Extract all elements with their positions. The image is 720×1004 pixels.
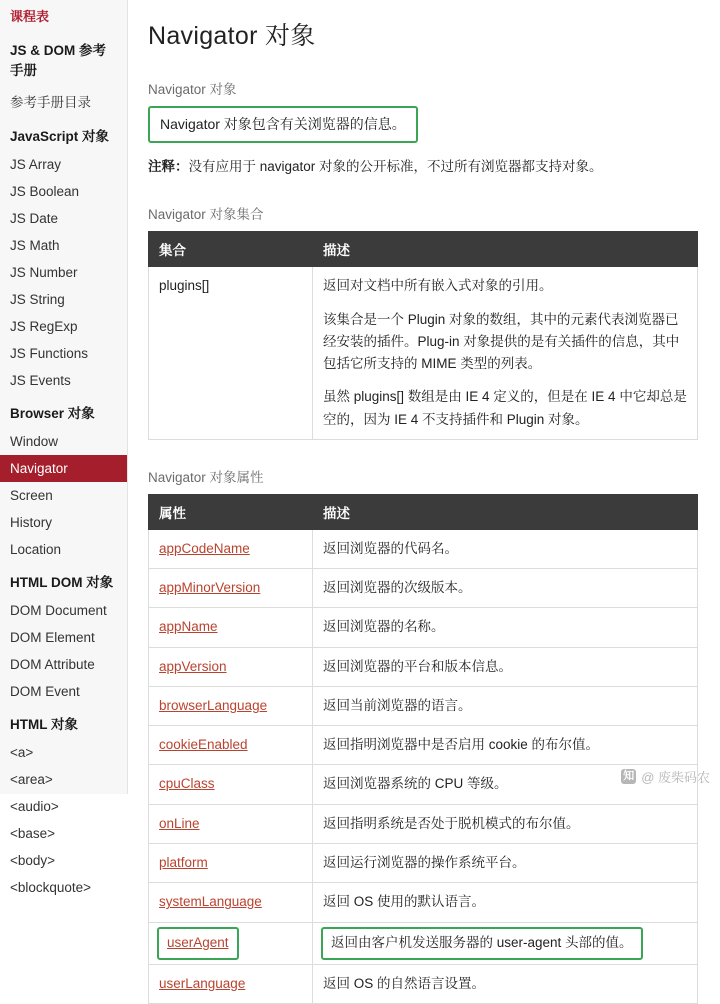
sidebar-item[interactable]: Location xyxy=(10,542,62,557)
property-desc-cell xyxy=(313,726,698,765)
sidebar-item[interactable]: <base> xyxy=(10,826,56,841)
collections-header-name: 集合 xyxy=(149,232,313,267)
watermark xyxy=(621,767,710,786)
property-name-cell xyxy=(149,964,313,1003)
sidebar-item[interactable]: JS Math xyxy=(10,238,60,253)
property-name-cell xyxy=(149,883,313,922)
property-name-cell xyxy=(149,843,313,882)
property-desc-text: 返回 OS 使用的默认语言。 xyxy=(323,894,486,910)
table-row xyxy=(149,686,698,725)
sidebar-item[interactable]: JS String xyxy=(10,292,65,307)
property-name-cell xyxy=(149,765,313,804)
table-row xyxy=(149,647,698,686)
table-row xyxy=(149,608,698,647)
property-desc-text: 返回浏览器系统的 CPU 等级。 xyxy=(323,776,508,792)
properties-header-name: 属性 xyxy=(149,494,313,529)
collection-name-cell: plugins[] xyxy=(149,267,313,440)
table-row xyxy=(149,804,698,843)
property-desc-cell xyxy=(313,686,698,725)
properties-table xyxy=(148,494,698,1004)
sidebar-item[interactable]: JS Functions xyxy=(10,346,89,361)
zhihu-logo-icon: 知 xyxy=(623,770,635,782)
property-desc-text: 返回指明系统是否处于脱机模式的布尔值。 xyxy=(323,815,580,831)
property-desc-cell xyxy=(313,647,698,686)
sidebar-item[interactable]: <blockquote> xyxy=(10,880,92,895)
table-row xyxy=(149,843,698,882)
table-row xyxy=(149,964,698,1003)
sidebar-item[interactable]: History xyxy=(10,515,53,530)
property-link[interactable]: userLanguage xyxy=(159,975,246,991)
property-desc-text: 返回由客户机发送服务器的 user-agent 头部的值。 xyxy=(321,927,643,960)
collections-header-desc: 描述 xyxy=(313,232,698,267)
sidebar-group-label: JavaScript 对象 xyxy=(10,129,110,144)
property-desc-cell xyxy=(313,804,698,843)
property-link[interactable]: appName xyxy=(159,619,218,635)
table-header-row xyxy=(149,494,698,529)
sidebar-item[interactable]: JS Number xyxy=(10,265,78,280)
table-header-row xyxy=(149,232,698,267)
property-link[interactable]: cookieEnabled xyxy=(159,737,248,753)
property-desc-cell xyxy=(313,922,698,964)
sidebar-header: 课程表 xyxy=(10,9,50,24)
property-desc-text: 返回浏览器的名称。 xyxy=(323,619,445,635)
property-link[interactable]: appMinorVersion xyxy=(159,580,261,596)
sidebar-group-label: JS & DOM 参考手册 xyxy=(10,43,107,78)
property-desc-text: 返回浏览器的平台和版本信息。 xyxy=(323,658,512,674)
property-desc-text: 返回指明浏览器中是否启用 cookie 的布尔值。 xyxy=(323,737,600,753)
property-desc-cell xyxy=(313,569,698,608)
sidebar-item[interactable]: DOM Attribute xyxy=(10,657,95,672)
property-desc-text: 返回当前浏览器的语言。 xyxy=(323,697,472,713)
sidebar-item[interactable]: DOM Event xyxy=(10,684,80,699)
page-title: Navigator 对象 xyxy=(148,22,316,50)
note-label: 注释： xyxy=(148,159,189,174)
property-desc-cell xyxy=(313,964,698,1003)
table-row xyxy=(149,883,698,922)
property-desc-cell xyxy=(313,843,698,882)
table-row xyxy=(149,569,698,608)
collection-desc-paragraph: 虽然 plugins[] 数组是由 IE 4 定义的，但是在 IE 4 中它却总是空的，因为 IE 4 不支持插件和 Plugin 对象。 xyxy=(323,389,687,427)
collections-body xyxy=(149,267,698,440)
table-row xyxy=(149,529,698,568)
property-link[interactable]: systemLanguage xyxy=(159,894,262,910)
property-link[interactable]: browserLanguage xyxy=(159,697,268,713)
collections-section-heading: Navigator 对象集合 xyxy=(148,207,264,223)
main-content xyxy=(128,0,720,991)
property-name-cell xyxy=(149,647,313,686)
collection-desc-cell xyxy=(313,267,698,440)
intro-section-heading: Navigator 对象 xyxy=(148,82,237,97)
properties-body xyxy=(149,529,698,1003)
property-link[interactable]: platform xyxy=(159,854,208,870)
property-desc-text: 返回 OS 的自然语言设置。 xyxy=(323,975,486,991)
sidebar-list xyxy=(0,31,127,901)
property-name-cell xyxy=(149,922,313,964)
sidebar-item[interactable]: JS Date xyxy=(10,211,59,226)
property-link[interactable]: userAgent xyxy=(157,927,239,960)
sidebar-item[interactable]: JS RegExp xyxy=(10,319,78,334)
properties-header-desc: 描述 xyxy=(313,494,698,529)
table-row xyxy=(149,267,698,440)
sidebar-item[interactable]: <body> xyxy=(10,853,56,868)
sidebar-group-label: Browser 对象 xyxy=(10,406,95,421)
collection-desc-paragraph: 该集合是一个 Plugin 对象的数组，其中的元素代表浏览器已经安装的插件。Plug-in 对象提供的是有关插件的信息，其中包括它所支持的 MIME 类型的列表。 xyxy=(323,311,680,372)
sidebar-item-navigator[interactable]: Navigator xyxy=(0,455,127,482)
property-name-cell xyxy=(149,569,313,608)
note-paragraph xyxy=(148,157,698,177)
property-desc-cell xyxy=(313,608,698,647)
property-desc-text: 返回浏览器的代码名。 xyxy=(323,540,458,556)
sidebar xyxy=(0,0,128,895)
property-name-cell xyxy=(149,686,313,725)
sidebar-item[interactable]: Window xyxy=(10,434,59,449)
sidebar-group-label: HTML 对象 xyxy=(10,717,78,732)
collections-table xyxy=(148,231,698,440)
sidebar-item[interactable]: DOM Element xyxy=(10,630,95,645)
sidebar-item[interactable]: 参考手册目录 xyxy=(10,95,91,110)
properties-section-heading: Navigator 对象属性 xyxy=(148,469,264,485)
table-row xyxy=(149,765,698,804)
property-name-cell xyxy=(149,608,313,647)
table-row xyxy=(149,726,698,765)
property-name-cell xyxy=(149,529,313,568)
sidebar-item[interactable]: JS Array xyxy=(10,157,62,172)
sidebar-item[interactable]: <a> xyxy=(10,745,34,760)
property-link[interactable]: cpuClass xyxy=(159,776,215,792)
sidebar-item[interactable]: Screen xyxy=(10,488,53,503)
sidebar-item[interactable]: <audio> xyxy=(10,799,59,814)
intro-highlight-box: Navigator 对象包含有关浏览器的信息。 xyxy=(148,106,418,143)
property-desc-text: 返回浏览器的次级版本。 xyxy=(323,580,472,596)
property-desc-cell xyxy=(313,529,698,568)
sidebar-item[interactable]: JS Boolean xyxy=(10,184,80,199)
sidebar-group-label: HTML DOM 对象 xyxy=(10,575,114,590)
property-link[interactable]: onLine xyxy=(159,815,200,831)
collection-desc-paragraph: 返回对文档中所有嵌入式对象的引用。 xyxy=(323,278,553,294)
sidebar-item[interactable]: JS Events xyxy=(10,373,71,388)
note-text: 没有应用于 navigator 对象的公开标准，不过所有浏览器都支持对象。 xyxy=(188,159,603,174)
property-desc-text: 返回运行浏览器的操作系统平台。 xyxy=(323,854,526,870)
sidebar-item[interactable]: <area> xyxy=(10,772,53,787)
property-name-cell xyxy=(149,726,313,765)
property-name-cell xyxy=(149,804,313,843)
sidebar-item[interactable]: DOM Document xyxy=(10,603,107,618)
property-link[interactable]: appCodeName xyxy=(159,540,250,556)
property-link[interactable]: appVersion xyxy=(159,658,227,674)
table-row xyxy=(149,922,698,964)
watermark-text: @ 废柴码农 xyxy=(641,770,710,785)
property-desc-cell xyxy=(313,883,698,922)
